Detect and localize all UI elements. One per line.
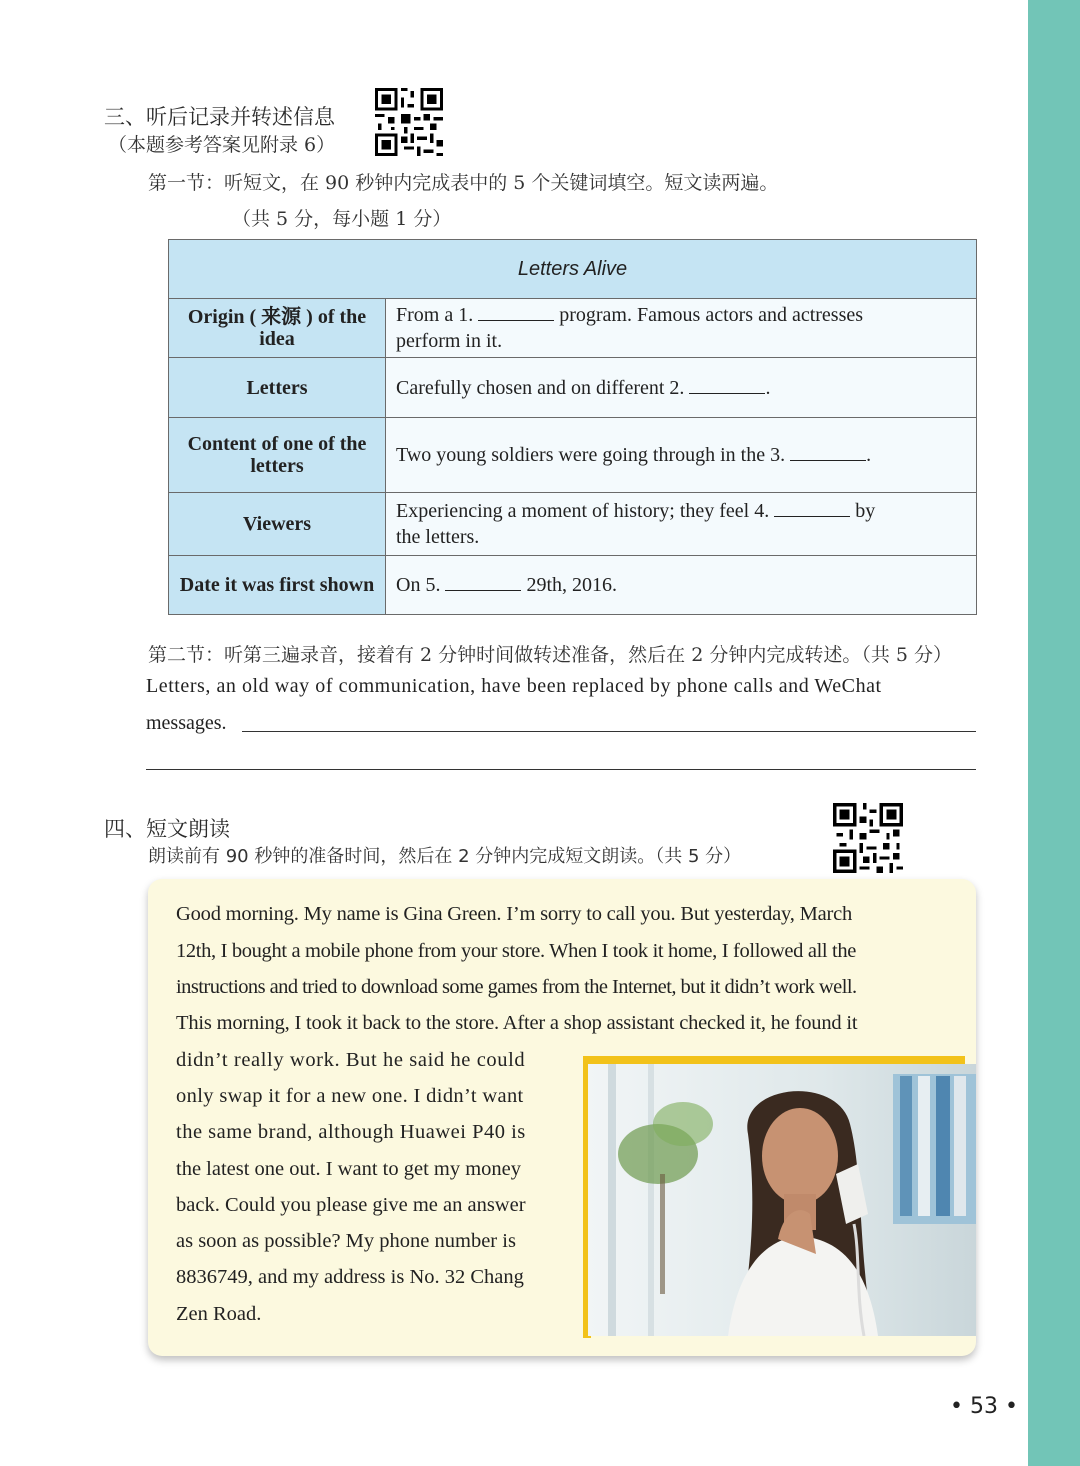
row-text: 29th, 2016. — [526, 574, 618, 596]
row-head: Viewers — [169, 493, 386, 556]
answer-blank-1[interactable] — [478, 304, 554, 321]
row-content — [386, 493, 977, 556]
qr-code-icon[interactable] — [833, 803, 903, 873]
qr-code-icon[interactable] — [375, 88, 443, 156]
table-row — [169, 418, 977, 493]
row-text: . — [765, 376, 771, 399]
part2-instruction: 第二节：听第三遍录音，接着有 2 分钟时间做转述准备，然后在 2 分钟内完成转述。（共 5 分） — [148, 644, 953, 666]
passage-line: only swap it for a new one. I didn’t want — [176, 1085, 524, 1107]
passage-line: 12th, I bought a mobile phone from your store. When I took it home, I followed all the — [176, 940, 857, 962]
row-head: Content of one of the letters — [169, 418, 386, 493]
row-head: Date it was first shown — [169, 556, 386, 615]
row-text: From a 1. — [396, 304, 474, 326]
row-text: Carefully chosen and on different 2. — [396, 376, 685, 399]
part2-line-1: Letters, an old way of communication, have been replaced by phone calls and WeChat — [146, 675, 882, 697]
row-head: Letters — [169, 358, 386, 418]
row-text: perform in it. — [396, 330, 503, 352]
passage-line: the same brand, although Huawei P40 is — [176, 1121, 526, 1143]
woman-on-phone-photo — [588, 1064, 976, 1336]
passage-line: Good morning. My name is Gina Green. I’m sorry to call you. But yesterday, March — [176, 903, 853, 925]
table-row — [169, 556, 977, 615]
row-content — [386, 299, 977, 358]
passage-line: 8836749, and my address is No. 32 Chang — [176, 1266, 524, 1288]
answer-line-1[interactable] — [242, 731, 976, 732]
page-number: • 53 • — [950, 1394, 1018, 1419]
row-text: On 5. — [396, 574, 441, 596]
row-content — [386, 418, 977, 493]
passage-line: back. Could you please give me an answer — [176, 1194, 526, 1216]
passage-line: This morning, I took it back to the store. After a shop assistant checked it, he found it — [176, 1012, 858, 1034]
table-title: Letters Alive — [169, 240, 977, 299]
section4-instruction: 朗读前有 90 秒钟的准备时间，然后在 2 分钟内完成短文朗读。（共 5 分） — [148, 846, 742, 867]
row-text: Experiencing a moment of history; they feel 4. — [396, 500, 770, 522]
section3-title: 三、听后记录并转述信息 — [104, 105, 335, 129]
answer-blank-5[interactable] — [445, 574, 521, 591]
row-content — [386, 358, 977, 418]
section3-answer-note: （本题参考答案见附录 6） — [108, 134, 336, 156]
letters-alive-table — [168, 239, 977, 615]
passage-line: the latest one out. I want to get my money — [176, 1158, 522, 1180]
row-text: . — [866, 444, 872, 466]
part2-line-2: messages. — [146, 712, 227, 734]
section4-title: 四、短文朗读 — [104, 817, 230, 841]
answer-blank-4[interactable] — [774, 500, 850, 517]
answer-blank-2[interactable] — [689, 377, 765, 394]
row-text: Two young soldiers were going through in the 3. — [396, 444, 786, 466]
side-band — [1028, 0, 1080, 1466]
answer-line-2[interactable] — [146, 769, 976, 770]
row-text: by — [855, 500, 876, 522]
passage-line: Zen Road. — [176, 1303, 262, 1325]
table-row — [169, 493, 977, 556]
part1-instruction: 第一节：听短文，在 90 秒钟内完成表中的 5 个关键词填空。短文读两遍。 — [148, 172, 779, 194]
row-head: Origin ( 来源 ) of the idea — [169, 299, 386, 358]
table-row — [169, 299, 977, 358]
passage-line: as soon as possible? My phone number is — [176, 1230, 516, 1252]
passage-line: didn’t really work. But he said he could — [176, 1049, 526, 1071]
part1-score: （共 5 分，每小题 1 分） — [232, 208, 452, 230]
row-text: the letters. — [396, 526, 480, 548]
answer-blank-3[interactable] — [790, 444, 866, 461]
row-text: program. Famous actors and actresses — [559, 304, 864, 326]
row-content — [386, 556, 977, 615]
table-row — [169, 358, 977, 418]
passage-line: instructions and tried to download some games from the Internet, but it didn’t work well. — [176, 976, 857, 998]
